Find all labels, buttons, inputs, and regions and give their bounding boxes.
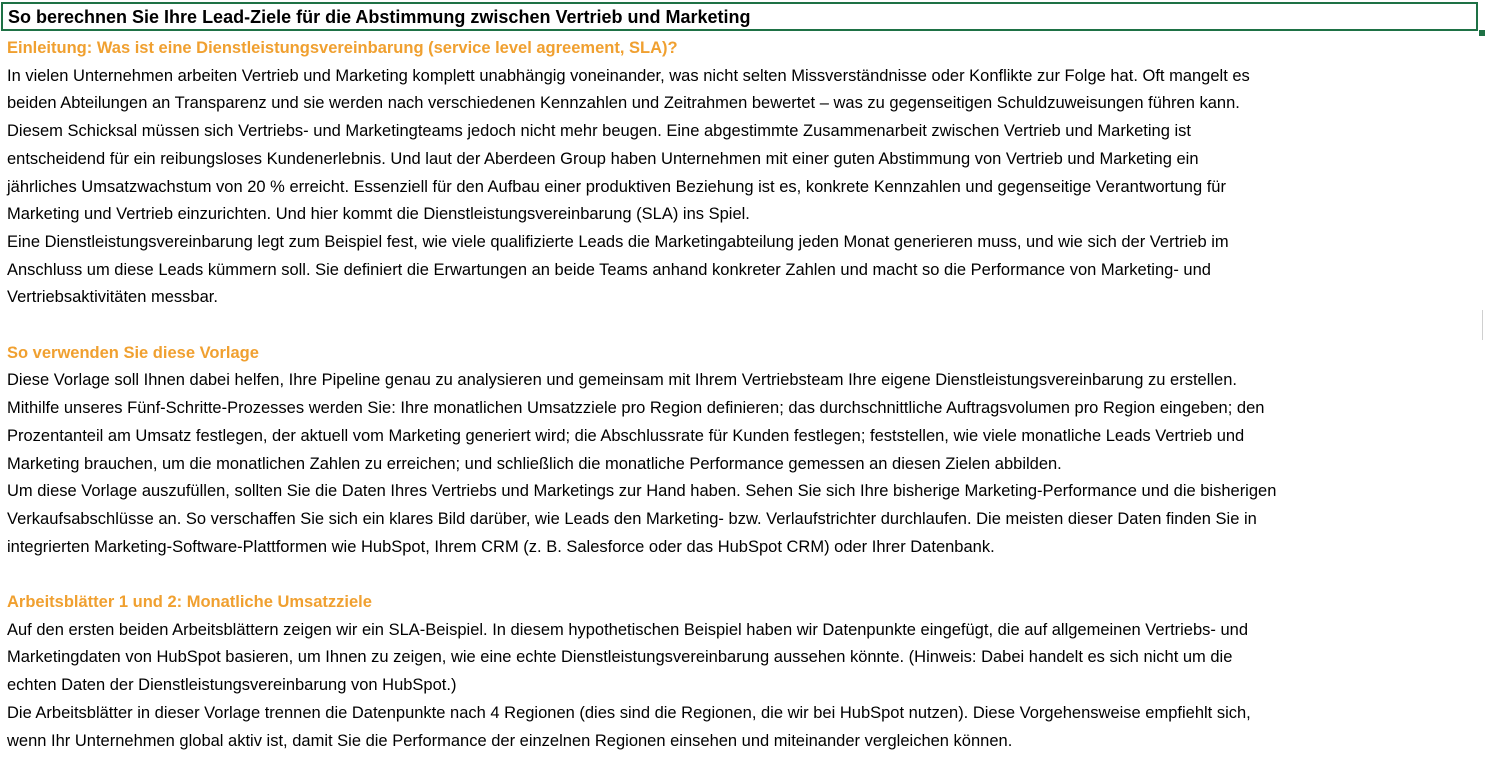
text-cell[interactable]: Eine Dienstleistungsvereinbarung legt zum Beispiel fest, wie viele qualifizierte Leads die Marketingabteilung jeden Monat generieren muss, und wie sich der Vertrieb im [7, 232, 1229, 251]
text-cell[interactable]: beiden Abteilungen an Transparenz und sie werden nach verschiedenen Kennzahlen und Zeitrahmen bewertet – was zu gegenseitigen Schuldzuweisungen führen kann. [7, 94, 1240, 113]
text-cell[interactable]: Anschluss um diese Leads kümmern soll. Sie definiert die Erwartungen an beide Teams anhand konkreter Zahlen und macht so die Performance von Marketing- und [7, 260, 1211, 279]
scrollbar-edge [1482, 310, 1483, 340]
text-cell[interactable]: echten Daten der Dienstleistungsvereinbarung von HubSpot.) [7, 676, 457, 695]
sheet-content [7, 35, 1482, 755]
text-cell[interactable]: Verkaufsabschlüsse an. So verschaffen Sie sich ein klares Bild darüber, wie Leads den Marketing- bzw. Verlaufstrichter durchlaufen. Die meisten dieser Daten finden Sie in [7, 509, 1257, 528]
text-cell[interactable]: wenn Ihr Unternehmen global aktiv ist, damit Sie die Performance der einzelnen Regionen einsehen und miteinander vergleichen können. [7, 731, 1013, 750]
text-cell[interactable]: integrierten Marketing-Software-Plattformen wie HubSpot, Ihrem CRM (z. B. Salesforce oder das HubSpot CRM) oder Ihrer Datenbank. [7, 537, 995, 556]
section-heading-usage[interactable]: So verwenden Sie diese Vorlage [7, 343, 259, 362]
empty-row[interactable] [7, 561, 1482, 589]
text-cell[interactable]: jährliches Umsatzwachstum von 20 % erreicht. Essenziell für den Aufbau einer produktiven Beziehung ist es, konkrete Kennzahlen und gegenseitige Verantwortung für [7, 177, 1226, 196]
text-cell[interactable]: entscheidend für ein reibungsloses Kundenerlebnis. Und laut der Aberdeen Group haben Unternehmen mit einer guten Abstimmung von Vertrieb und Marketing ein [7, 149, 1199, 168]
text-cell[interactable]: In vielen Unternehmen arbeiten Vertrieb und Marketing komplett unabhängig voneinander, was nicht selten Missverständnisse oder Konflikte zur Folge hat. Oft mangelt es [7, 66, 1250, 85]
text-cell[interactable]: Diesem Schicksal müssen sich Vertriebs- und Marketingteams jedoch nicht mehr beugen. Eine abgestimmte Zusammenarbeit zwischen Vertrieb und Marketing ist [7, 122, 1191, 141]
text-cell[interactable]: Marketing und Vertrieb einzurichten. Und hier kommt die Dienstleistungsvereinbarung (SLA) ins Spiel. [7, 205, 750, 224]
text-cell[interactable]: Marketing brauchen, um die monatlichen Zahlen zu erreichen; und schließlich die monatliche Performance gemessen an diesen Zielen abbilden. [7, 454, 1062, 473]
text-cell[interactable]: Diese Vorlage soll Ihnen dabei helfen, Ihre Pipeline genau zu analysieren und gemeinsam mit Ihrem Vertriebsteam Ihre eigene Dienstleistungsvereinbarung zu erstellen. [7, 371, 1237, 390]
section-heading-introduction[interactable]: Einleitung: Was ist eine Dienstleistungsvereinbarung (service level agreement, SLA)? [7, 39, 678, 57]
text-cell[interactable]: Vertriebsaktivitäten messbar. [7, 288, 218, 307]
text-cell[interactable]: Um diese Vorlage auszufüllen, sollten Sie die Daten Ihres Vertriebs und Marketings zur Hand haben. Sehen Sie sich Ihre bisherige Marketing-Performance und die bisherigen [7, 482, 1277, 501]
text-cell[interactable]: Die Arbeitsblätter in dieser Vorlage trennen die Datenpunkte nach 4 Regionen (dies sind die Regionen, die wir bei HubSpot nutzen). Diese Vorgehensweise empfiehlt sich, [7, 703, 1251, 722]
text-cell[interactable]: Marketingdaten von HubSpot basieren, um Ihnen zu zeigen, wie eine echte Dienstleistungsvereinbarung aussehen könnte. (Hinweis: Dabei handelt es sich nicht um die [7, 648, 1233, 667]
empty-row[interactable] [7, 312, 1482, 340]
text-cell[interactable]: Auf den ersten beiden Arbeitsblättern zeigen wir ein SLA-Beispiel. In diesem hypothetischen Beispiel haben wir Datenpunkte eingefügt, die auf allgemeinen Vertriebs- und [7, 620, 1249, 639]
text-cell[interactable]: Prozentanteil am Umsatz festlegen, der aktuell vom Marketing generiert wird; die Abschlussrate für Kunden festlegen; feststellen, wie viele monatliche Leads Vertrieb und [7, 426, 1245, 445]
text-cell[interactable]: Mithilfe unseres Fünf-Schritte-Prozesses werden Sie: Ihre monatlichen Umsatzziele pro Region definieren; das durchschnittliche Auftragsvolumen pro Region eingeben; den [7, 399, 1265, 418]
section-heading-worksheets[interactable]: Arbeitsblätter 1 und 2: Monatliche Umsatzziele [7, 593, 372, 612]
title-cell[interactable]: So berechnen Sie Ihre Lead-Ziele für die Abstimmung zwischen Vertrieb und Marketing [1, 2, 1478, 31]
